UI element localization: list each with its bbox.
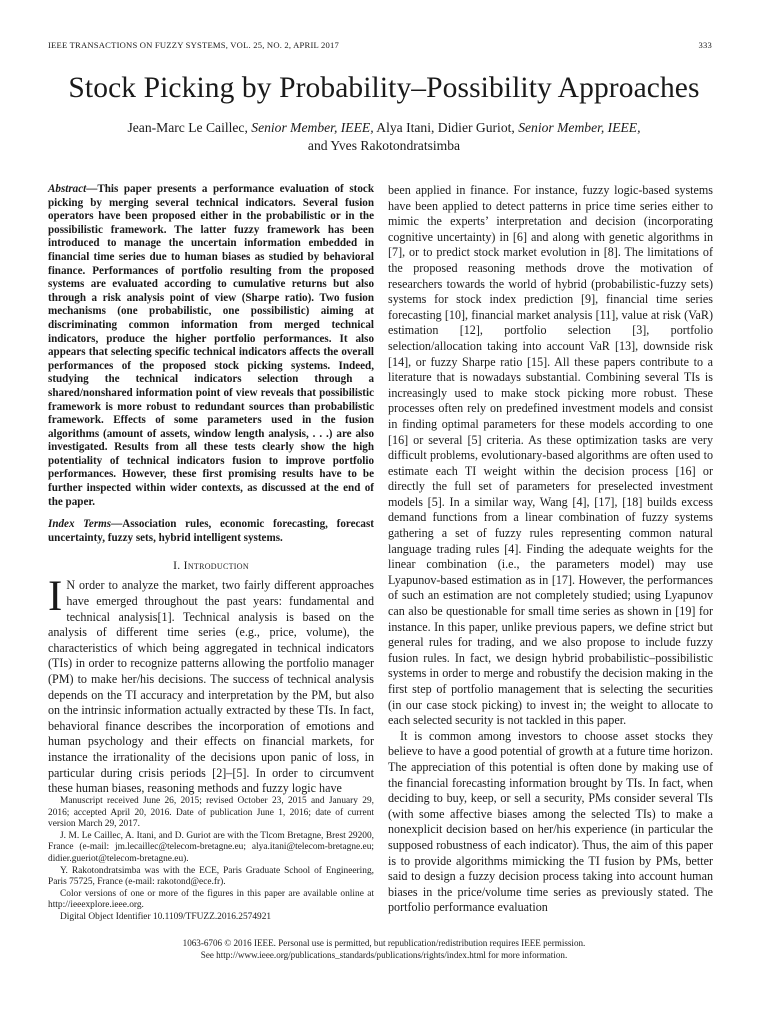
abstract-text: —This paper presents a performance evaluation of stock picking by merging several technical indicators. Several fusion operators have been proposed either in the probabilistic or in the possibilistic framework. The latter fuzzy framework has been introduced to manage the uncertain information embedded in financial time series due to human biases as studied by behavioral finance. Performances of portfolio resulting from the proposed systems are evaluated according to cumulative returns but also through a risk analysis point of view (Sharpe ratio). Two fusion mechanisms (one probabilistic, one possibilistic) aiming at discriminating common information from merged technical indicators, produce the higher portfolio performances. It also appears that selecting specific technical indicators affects the overall performances of the proposed stock picking systems. Indeed, studying the technical indicators selection through a shared/nonshared information point of view reveals that possibilistic framework is more robust to redundant sources than probabilistic framework. Effects of some parameters used in the fusion algorithms (amount of assets, window length analysis, . . .) are also investigated. Results from all these tests clearly show the high potentiality of technical indicators fusion to improve portfolio performances. However, these first promising results have to be further inspected within wider contexts, as discussed at the end of the paper.	[48, 183, 374, 508]
author-list	[0, 119, 768, 155]
paper-title: Stock Picking by Probability–Possibility Approaches	[68, 72, 700, 104]
index-terms	[48, 518, 374, 545]
right-column	[388, 183, 713, 916]
section-title: Introduction	[183, 559, 249, 573]
drop-cap: I	[48, 573, 63, 621]
intro-p1-text: N order to analyze the market, two fairly different approaches have emerged throughout the past years: fundamental and technical analysis[1]. Technical analysis is based on the analysis of different time series (e.g., price, volume), the characteristics of which being aggregated in technical indicators (TIs) in order to recognize patterns allowing the portfolio manager (PM) to make her/his decisions. The success of technical analysis depends on the TI accuracy and interpretation by the PM, but also on the intrinsic information actually extracted by these TIs. In fact, behavioral finance describes the incorporation of emotions and human psychology and their effects on financial markets, for instance the irrationality of the decisions upon panic of loss, in particular during crisis periods [2]–[5]. In order to circumvent these human biases, reasoning methods and fuzzy logic have	[48, 578, 374, 796]
index-terms-label: Index Terms	[48, 518, 112, 531]
author-line-1	[0, 119, 768, 137]
left-column	[48, 183, 374, 797]
section-heading	[48, 559, 374, 572]
intro-paragraph-3: It is common among investors to choose asset stocks they believe to have a good potential of growth at a future time horizon. The appreciation of this potential is often done by making use of the financial forecasting information brought by TIs. In fact, when deciding to buy, keep, or sell a security, PMs consider several TIs (with some affective biases among the selected TIs) to make a nonexplicit decision based on her/his experience (in particular the supposed robustness of each indicator). Thus, the aim of this paper is to provide algorithms mimicking the TI fusion by PMs, better said to design a fuzzy decision process taking into account human biases in the price/volume time series as previously stated. The portfolio performance evaluation	[388, 728, 713, 915]
author-2-3: Alya Itani, Didier Guriot,	[376, 120, 515, 135]
author-3-role: Senior Member, IEEE,	[518, 120, 641, 135]
running-header	[48, 40, 712, 50]
footnote-color-versions: Color versions of one or more of the figures in this paper are available online at http://ieeexplore.ieee.org.	[48, 888, 374, 911]
index-terms-text: —Association rules, economic forecasting, forecast uncertainty, fuzzy sets, hybrid intelligent systems.	[48, 518, 374, 544]
footnote-affiliation-2: Y. Rakotondratsimba was with the ECE, Paris Graduate School of Engineering, Paris 75725, France (e-mail: rakotond@ece.fr).	[48, 865, 374, 888]
footnote-doi: Digital Object Identifier 10.1109/TFUZZ.2016.2574921	[60, 911, 272, 922]
footnote-manuscript: Manuscript received June 26, 2015; revised October 23, 2015 and January 29, 2016; accepted April 20, 2016. Date of publication June 1, 2016; date of current version March 29, 2017.	[48, 796, 374, 830]
journal-info: IEEE TRANSACTIONS ON FUZZY SYSTEMS, VOL. 25, NO. 2, APRIL 2017	[48, 40, 339, 50]
author-line-2: and Yves Rakotondratsimba	[307, 138, 461, 153]
intro-paragraph-1	[48, 573, 374, 796]
section-number: I.	[173, 559, 181, 573]
copyright-notice	[0, 937, 768, 961]
copyright-line-2: See http://www.ieee.org/publications_standards/publications/rights/index.html for more information.	[200, 950, 568, 960]
intro-paragraph-2: been applied in finance. For instance, fuzzy logic-based systems have been applied to detect patterns in price time series either to mimic the experts’ interpretation and decision (incorporating cognitive uncertainty) in [6] and along with genetic algorithms in [7], or to predict stock market evolution in [8]. The limitations of the proposed reasoning methods drove the motivation of researchers towards the world of hybrid (probabilistic-fuzzy sets) systems for stock index prediction [9], financial time series forecasting [10], financial market analysis [11], value at risk (VaR) estimation [12], portfolio selection [3], portfolio selection/allocation taking into account VaR [13], downside risk [14], or fuzzy Sharpe ratio [15]. All these papers contribute to a literature that is nowadays substantial. Combining several TIs is increasingly used to make stock picking more robust. These processes often rely on predefined investment models and consist in finding optimal parameters for these models according to one [16] or several [5] criteria. As these optimization tasks are very difficult problems, evolutionary-based algorithms are often used to estimate each TI weight within the decision process [16] or directly the full set of parameters for preselected investment models [5]. In a similar way, Wang [4], [17], [18] builds excess demand functions from a linear combination of fuzzy systems gathering a set of fuzzy rules representing common natural language trading rules [4]. Finding the adequate weights for the linear combination (i.e., the parameters model) may use Lyapunov-based estimation as in [17]. However, the performances of such an estimation are not completely studied; using Lyapunov can also be questionable for small time series as shown in [19] for instance. In this paper, unlike previous papers, we define strict but general rules for trading, and we also propose to include fuzzy fusion rules. In fact, we design hybrid probabilistic–possibilistic systems in order to merge and robustify the decision making in the first step of portfolio management that is selecting the securities (in our case stock picking) to invest in; the weight to allocate to each selected security is not tackled in this paper.	[388, 183, 713, 728]
footnote-affiliation-1: J. M. Le Caillec, A. Itani, and D. Guriot are with the Tlcom Bretagne, Brest 29200, France (e-mail: jm.lecaillec@telecom-bretagne.eu; alya.itani@telecom-bretagne.eu; didier.gueriot@telecom-bretagne.eu).	[48, 830, 374, 864]
footnotes	[48, 796, 374, 924]
page-number: 333	[698, 40, 712, 50]
abstract	[48, 183, 374, 509]
abstract-label: Abstract	[48, 183, 87, 195]
author-1-role: Senior Member, IEEE,	[251, 120, 374, 135]
author-1: Jean-Marc Le Caillec,	[127, 120, 248, 135]
copyright-line-1: 1063-6706 © 2016 IEEE. Personal use is permitted, but republication/redistribution requires IEEE permission.	[182, 938, 586, 948]
